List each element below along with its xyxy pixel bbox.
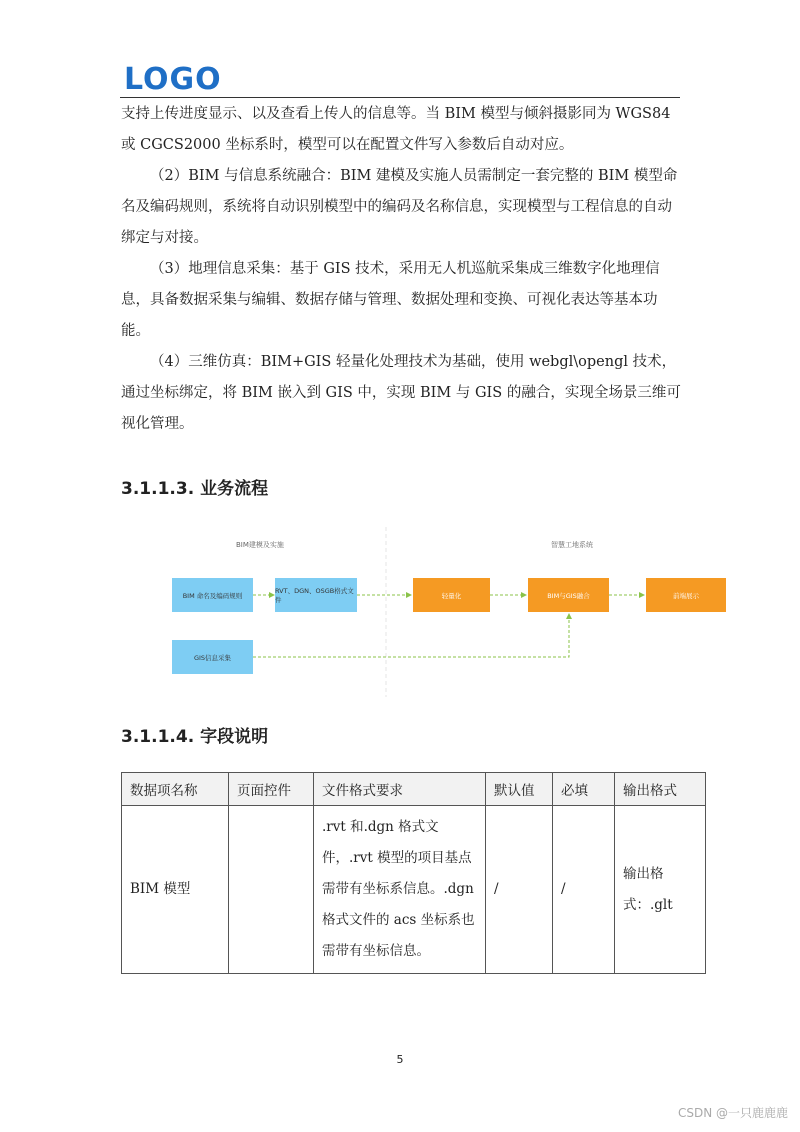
col-header-control: 页面控件: [229, 773, 314, 806]
flow-box-lightweight: 轻量化: [413, 578, 490, 612]
arrow-gis-to-fusion: [253, 614, 569, 657]
logo: LOGO: [124, 62, 222, 97]
cell-required: /: [553, 806, 615, 974]
col-header-output: 输出格式: [615, 773, 706, 806]
cell-control: [229, 806, 314, 974]
lane-label-bim: BIM建模及实施: [236, 541, 284, 549]
paragraph-geo-collection: （3）地理信息采集：基于 GIS 技术，采用无人机巡航采集成三维数字化地理信息，具备数据采集与编辑、数据存储与管理、数据处理和变换、可视化表达等基本功能。: [121, 261, 660, 339]
cell-output: 输出格式：.glt: [615, 806, 706, 974]
page-number: 5: [396, 1053, 404, 1066]
cell-default: /: [486, 806, 553, 974]
paragraph-3d-simulation: （4）三维仿真：BIM+GIS 轻量化处理技术为基础，使用 webgl\opengl 技术，通过坐标绑定，将 BIM 嵌入到 GIS 中，实现 BIM 与 GIS 的融合，实现全场景三维可视化管理。: [121, 354, 681, 432]
flow-box-formats: RVT、DGN、OSGB格式文件: [275, 578, 357, 612]
table-header-row: [122, 773, 706, 806]
cell-name: BIM 模型: [122, 806, 229, 974]
col-header-name: 数据项名称: [122, 773, 229, 806]
col-header-default: 默认值: [486, 773, 553, 806]
business-flow-diagram: [121, 522, 731, 697]
paragraph-bim-info-fusion: （2）BIM 与信息系统融合：BIM 建模及实施人员需制定一套完整的 BIM 模型命名及编码规则，系统将自动识别模型中的编码及名称信息，实现模型与工程信息的自动绑定与对接。: [121, 168, 678, 246]
flow-box-bim-gis-fusion: BIM与GIS融合: [528, 578, 609, 612]
section-heading-field-description: 3.1.1.4. 字段说明: [121, 727, 269, 747]
cell-format: .rvt 和.dgn 格式文件，.rvt 模型的项目基点需带有坐标系信息。.dgn 格式文件的 acs 坐标系也需带有坐标信息。: [314, 806, 486, 974]
col-header-format: 文件格式要求: [314, 773, 486, 806]
watermark: CSDN @一只鹿鹿鹿: [677, 1106, 788, 1120]
field-description-table: [121, 772, 706, 974]
lane-label-smart-site: 智慧工地系统: [551, 541, 593, 549]
col-header-required: 必填: [553, 773, 615, 806]
section-heading-business-flow: 3.1.1.3. 业务流程: [121, 479, 269, 499]
body-text: [121, 99, 681, 440]
table-row: [122, 806, 706, 974]
flow-box-frontend-display: 前端展示: [646, 578, 726, 612]
flow-box-gis-collection: GIS信息采集: [172, 640, 253, 674]
header-divider: [120, 97, 680, 98]
paragraph-upload: 支持上传进度显示、以及查看上传人的信息等。当 BIM 模型与倾斜摄影同为 WGS84 或 CGCS2000 坐标系时，模型可以在配置文件写入参数后自动对应。: [121, 106, 671, 153]
flow-box-bim-naming: BIM 命名及编码规则: [172, 578, 253, 612]
